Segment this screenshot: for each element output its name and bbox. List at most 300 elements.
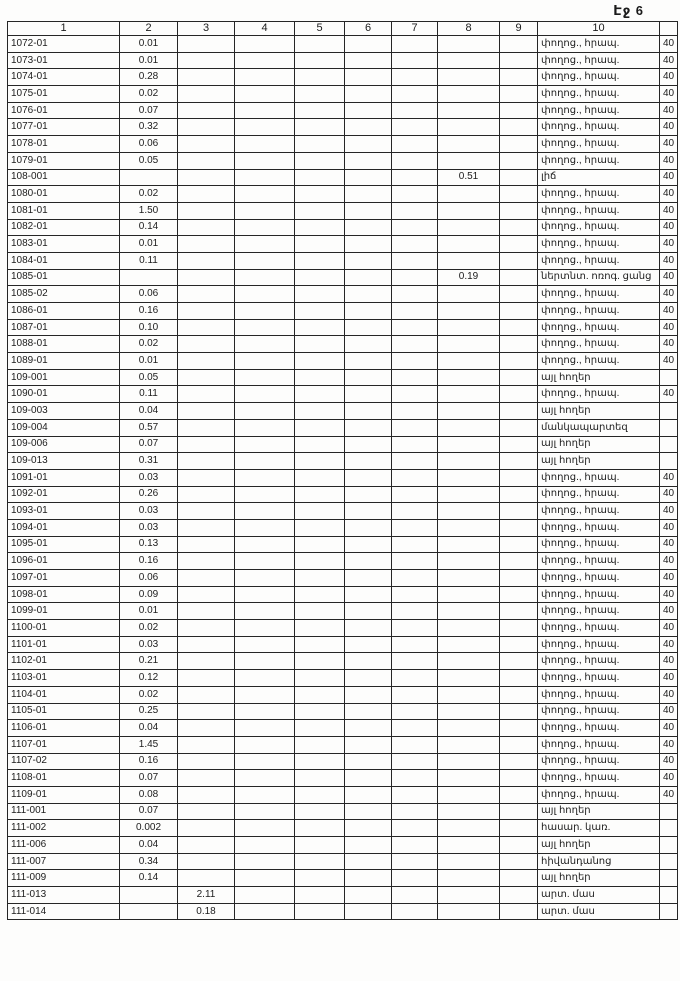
value-cell xyxy=(500,303,538,320)
value-cell xyxy=(345,570,392,587)
land-use-label-cell: փողոց., հրապ. xyxy=(538,186,660,203)
land-use-label-cell: այլ հողեր xyxy=(538,870,660,887)
value-cell xyxy=(345,736,392,753)
value-cell xyxy=(295,202,345,219)
value-cell: 0.51 xyxy=(438,169,500,186)
margin-mark: 40 xyxy=(660,553,678,570)
value-cell: 0.14 xyxy=(120,870,178,887)
value-cell xyxy=(178,837,235,854)
value-cell: 0.08 xyxy=(120,786,178,803)
parcel-code-cell: 1083-01 xyxy=(8,236,120,253)
value-cell xyxy=(295,603,345,620)
land-use-label-cell: փողոց., հրապ. xyxy=(538,536,660,553)
table-row xyxy=(8,269,678,286)
value-cell xyxy=(295,736,345,753)
value-cell xyxy=(235,369,295,386)
margin-mark xyxy=(660,453,678,470)
parcel-code-cell: 1075-01 xyxy=(8,86,120,103)
parcel-code-cell: 1091-01 xyxy=(8,469,120,486)
value-cell xyxy=(438,336,500,353)
value-cell xyxy=(345,319,392,336)
value-cell xyxy=(392,469,438,486)
value-cell xyxy=(235,653,295,670)
value-cell xyxy=(438,319,500,336)
parcel-code-cell: 1087-01 xyxy=(8,319,120,336)
land-use-label-cell: փողոց., հրապ. xyxy=(538,219,660,236)
parcel-code-cell: 1100-01 xyxy=(8,620,120,637)
parcel-code-cell: 1079-01 xyxy=(8,152,120,169)
value-cell xyxy=(295,636,345,653)
column-header-2: 2 xyxy=(120,22,178,36)
value-cell xyxy=(345,803,392,820)
table-row xyxy=(8,686,678,703)
value-cell xyxy=(120,887,178,904)
value-cell xyxy=(235,720,295,737)
margin-mark: 40 xyxy=(660,670,678,687)
value-cell xyxy=(500,453,538,470)
value-cell xyxy=(500,369,538,386)
value-cell xyxy=(295,419,345,436)
value-cell xyxy=(392,102,438,119)
value-cell xyxy=(345,52,392,69)
value-cell xyxy=(295,336,345,353)
value-cell xyxy=(438,219,500,236)
value-cell xyxy=(345,870,392,887)
column-header-1: 1 xyxy=(8,22,120,36)
parcel-code-cell: 1080-01 xyxy=(8,186,120,203)
value-cell xyxy=(438,586,500,603)
value-cell xyxy=(235,770,295,787)
value-cell xyxy=(235,303,295,320)
value-cell: 0.07 xyxy=(120,102,178,119)
value-cell xyxy=(438,236,500,253)
parcel-code-cell: 1107-01 xyxy=(8,736,120,753)
margin-mark: 40 xyxy=(660,69,678,86)
value-cell xyxy=(345,169,392,186)
table-row xyxy=(8,519,678,536)
value-cell xyxy=(500,736,538,753)
value-cell: 0.26 xyxy=(120,486,178,503)
parcel-code-cell: 111-013 xyxy=(8,887,120,904)
value-cell xyxy=(295,586,345,603)
parcel-code-cell: 1104-01 xyxy=(8,686,120,703)
value-cell: 0.02 xyxy=(120,86,178,103)
value-cell xyxy=(500,536,538,553)
value-cell xyxy=(345,453,392,470)
land-use-label-cell: արտ. մաս xyxy=(538,887,660,904)
value-cell xyxy=(500,519,538,536)
value-cell xyxy=(438,887,500,904)
value-cell xyxy=(295,386,345,403)
value-cell xyxy=(235,553,295,570)
value-cell: 0.07 xyxy=(120,803,178,820)
value-cell xyxy=(295,169,345,186)
value-cell xyxy=(235,570,295,587)
value-cell: 0.19 xyxy=(438,269,500,286)
margin-mark: 40 xyxy=(660,753,678,770)
land-use-label-cell: այլ հողեր xyxy=(538,803,660,820)
value-cell xyxy=(295,786,345,803)
value-cell xyxy=(500,786,538,803)
table-row xyxy=(8,286,678,303)
value-cell xyxy=(392,837,438,854)
table-row xyxy=(8,703,678,720)
table-row xyxy=(8,720,678,737)
value-cell xyxy=(345,236,392,253)
parcel-code-cell: 109-006 xyxy=(8,436,120,453)
value-cell xyxy=(438,620,500,637)
margin-mark: 40 xyxy=(660,186,678,203)
value-cell: 0.32 xyxy=(120,119,178,136)
value-cell xyxy=(345,753,392,770)
value-cell: 0.02 xyxy=(120,186,178,203)
value-cell xyxy=(295,102,345,119)
value-cell xyxy=(392,202,438,219)
table-row xyxy=(8,636,678,653)
value-cell: 0.11 xyxy=(120,386,178,403)
value-cell xyxy=(438,770,500,787)
parcel-code-cell: 1097-01 xyxy=(8,570,120,587)
value-cell xyxy=(178,803,235,820)
value-cell: 0.02 xyxy=(120,686,178,703)
value-cell xyxy=(295,653,345,670)
margin-mark xyxy=(660,803,678,820)
margin-mark: 40 xyxy=(660,102,678,119)
table-row xyxy=(8,36,678,53)
value-cell xyxy=(178,503,235,520)
value-cell: 0.11 xyxy=(120,252,178,269)
parcel-code-cell: 109-013 xyxy=(8,453,120,470)
value-cell xyxy=(438,553,500,570)
value-cell xyxy=(392,252,438,269)
margin-mark: 40 xyxy=(660,236,678,253)
value-cell xyxy=(500,853,538,870)
value-cell xyxy=(295,553,345,570)
land-use-label-cell: մանկապարտեզ xyxy=(538,419,660,436)
value-cell xyxy=(392,720,438,737)
land-use-label-cell: փողոց., հրապ. xyxy=(538,136,660,153)
land-use-label-cell: փողոց., հրապ. xyxy=(538,336,660,353)
parcel-code-cell: 1074-01 xyxy=(8,69,120,86)
table-row xyxy=(8,419,678,436)
value-cell xyxy=(120,169,178,186)
table-row xyxy=(8,603,678,620)
value-cell xyxy=(345,369,392,386)
value-cell xyxy=(295,403,345,420)
margin-mark: 40 xyxy=(660,86,678,103)
table-row xyxy=(8,553,678,570)
value-cell xyxy=(392,870,438,887)
table-row xyxy=(8,736,678,753)
table-row xyxy=(8,219,678,236)
value-cell xyxy=(392,686,438,703)
value-cell xyxy=(500,186,538,203)
value-cell xyxy=(438,353,500,370)
value-cell xyxy=(500,753,538,770)
value-cell xyxy=(178,453,235,470)
land-use-label-cell: փողոց., հրապ. xyxy=(538,653,660,670)
value-cell xyxy=(235,419,295,436)
value-cell xyxy=(438,119,500,136)
value-cell xyxy=(392,770,438,787)
value-cell xyxy=(295,469,345,486)
margin-mark: 40 xyxy=(660,570,678,587)
value-cell xyxy=(235,219,295,236)
value-cell: 0.16 xyxy=(120,553,178,570)
value-cell xyxy=(438,853,500,870)
value-cell xyxy=(345,820,392,837)
value-cell xyxy=(438,152,500,169)
table-row xyxy=(8,353,678,370)
value-cell xyxy=(392,319,438,336)
value-cell xyxy=(178,152,235,169)
margin-mark: 40 xyxy=(660,152,678,169)
value-cell: 0.13 xyxy=(120,536,178,553)
value-cell xyxy=(235,353,295,370)
value-cell xyxy=(438,36,500,53)
value-cell xyxy=(178,436,235,453)
value-cell xyxy=(438,519,500,536)
value-cell xyxy=(295,670,345,687)
value-cell xyxy=(235,903,295,920)
table-row xyxy=(8,753,678,770)
value-cell xyxy=(392,353,438,370)
table-row xyxy=(8,503,678,520)
value-cell xyxy=(235,336,295,353)
value-cell xyxy=(438,870,500,887)
value-cell: 0.16 xyxy=(120,303,178,320)
parcel-code-cell: 1101-01 xyxy=(8,636,120,653)
parcel-code-cell: 111-014 xyxy=(8,903,120,920)
value-cell xyxy=(235,102,295,119)
table-row xyxy=(8,453,678,470)
value-cell xyxy=(345,386,392,403)
margin-mark: 40 xyxy=(660,136,678,153)
value-cell xyxy=(345,119,392,136)
value-cell xyxy=(345,286,392,303)
table-row xyxy=(8,202,678,219)
value-cell xyxy=(438,820,500,837)
column-header-6: 6 xyxy=(345,22,392,36)
value-cell xyxy=(392,736,438,753)
value-cell xyxy=(235,636,295,653)
land-use-label-cell: արտ. մաս xyxy=(538,903,660,920)
value-cell xyxy=(392,486,438,503)
value-cell xyxy=(120,269,178,286)
page-number-label: Էջ 6 xyxy=(613,3,644,18)
value-cell xyxy=(178,403,235,420)
value-cell xyxy=(178,820,235,837)
value-cell xyxy=(500,837,538,854)
table-row xyxy=(8,303,678,320)
margin-mark: 40 xyxy=(660,269,678,286)
value-cell xyxy=(235,86,295,103)
table-row xyxy=(8,369,678,386)
margin-mark: 40 xyxy=(660,252,678,269)
margin-mark xyxy=(660,853,678,870)
value-cell xyxy=(500,887,538,904)
margin-mark xyxy=(660,837,678,854)
value-cell: 0.14 xyxy=(120,219,178,236)
value-cell xyxy=(178,202,235,219)
value-cell xyxy=(438,486,500,503)
value-cell xyxy=(178,770,235,787)
value-cell xyxy=(178,369,235,386)
value-cell xyxy=(235,286,295,303)
value-cell xyxy=(235,36,295,53)
value-cell xyxy=(295,236,345,253)
value-cell: 0.03 xyxy=(120,469,178,486)
value-cell xyxy=(178,286,235,303)
margin-mark: 40 xyxy=(660,620,678,637)
value-cell xyxy=(438,436,500,453)
value-cell xyxy=(345,202,392,219)
margin-mark xyxy=(660,403,678,420)
value-cell xyxy=(500,353,538,370)
parcel-code-cell: 1088-01 xyxy=(8,336,120,353)
value-cell xyxy=(345,887,392,904)
value-cell: 0.002 xyxy=(120,820,178,837)
value-cell: 1.50 xyxy=(120,202,178,219)
table-row xyxy=(8,252,678,269)
value-cell xyxy=(295,36,345,53)
land-use-label-cell: փողոց., հրապ. xyxy=(538,286,660,303)
value-cell xyxy=(345,720,392,737)
value-cell xyxy=(345,486,392,503)
value-cell xyxy=(295,303,345,320)
value-cell xyxy=(295,870,345,887)
land-use-label-cell: փողոց., հրապ. xyxy=(538,86,660,103)
parcel-code-cell: 1073-01 xyxy=(8,52,120,69)
value-cell xyxy=(392,236,438,253)
value-cell xyxy=(178,219,235,236)
value-cell: 0.21 xyxy=(120,653,178,670)
value-cell xyxy=(500,86,538,103)
land-use-label-cell: փողոց., հրապ. xyxy=(538,753,660,770)
margin-strip-header xyxy=(660,22,678,36)
margin-mark: 40 xyxy=(660,536,678,553)
value-cell xyxy=(392,36,438,53)
margin-mark: 40 xyxy=(660,36,678,53)
value-cell xyxy=(178,36,235,53)
table-row xyxy=(8,336,678,353)
table-row xyxy=(8,820,678,837)
land-use-label-cell: փողոց., հրապ. xyxy=(538,252,660,269)
value-cell: 0.31 xyxy=(120,453,178,470)
value-cell xyxy=(235,837,295,854)
value-cell xyxy=(500,136,538,153)
value-cell xyxy=(500,319,538,336)
land-use-label-cell: փողոց., հրապ. xyxy=(538,519,660,536)
value-cell xyxy=(345,219,392,236)
value-cell: 0.01 xyxy=(120,36,178,53)
value-cell xyxy=(500,252,538,269)
value-cell xyxy=(295,620,345,637)
parcel-code-cell: 1077-01 xyxy=(8,119,120,136)
value-cell xyxy=(178,186,235,203)
value-cell xyxy=(235,269,295,286)
land-use-label-cell: փողոց., հրապ. xyxy=(538,469,660,486)
value-cell xyxy=(438,720,500,737)
value-cell: 1.45 xyxy=(120,736,178,753)
value-cell xyxy=(345,86,392,103)
value-cell xyxy=(392,620,438,637)
land-use-label-cell: փողոց., հրապ. xyxy=(538,386,660,403)
value-cell xyxy=(392,586,438,603)
margin-mark: 40 xyxy=(660,503,678,520)
value-cell xyxy=(392,269,438,286)
value-cell xyxy=(235,169,295,186)
margin-mark xyxy=(660,436,678,453)
table-row xyxy=(8,436,678,453)
value-cell xyxy=(500,102,538,119)
value-cell xyxy=(178,620,235,637)
value-cell xyxy=(500,202,538,219)
value-cell xyxy=(438,636,500,653)
value-cell xyxy=(438,419,500,436)
value-cell xyxy=(345,69,392,86)
value-cell xyxy=(235,603,295,620)
value-cell xyxy=(295,186,345,203)
parcel-code-cell: 109-001 xyxy=(8,369,120,386)
value-cell xyxy=(178,720,235,737)
table-row xyxy=(8,486,678,503)
value-cell xyxy=(500,720,538,737)
value-cell: 0.06 xyxy=(120,570,178,587)
value-cell xyxy=(500,169,538,186)
margin-mark: 40 xyxy=(660,169,678,186)
margin-mark: 40 xyxy=(660,770,678,787)
column-header-9: 9 xyxy=(500,22,538,36)
value-cell xyxy=(178,269,235,286)
value-cell: 0.03 xyxy=(120,636,178,653)
parcel-code-cell: 109-003 xyxy=(8,403,120,420)
value-cell xyxy=(392,703,438,720)
value-cell xyxy=(178,636,235,653)
value-cell xyxy=(438,736,500,753)
value-cell xyxy=(392,753,438,770)
value-cell xyxy=(438,202,500,219)
value-cell xyxy=(345,853,392,870)
value-cell xyxy=(295,887,345,904)
value-cell xyxy=(438,186,500,203)
value-cell xyxy=(438,252,500,269)
land-use-label-cell: փողոց., հրապ. xyxy=(538,102,660,119)
land-use-label-cell: այլ հողեր xyxy=(538,403,660,420)
table-header-row xyxy=(8,22,678,36)
parcel-code-cell: 1093-01 xyxy=(8,503,120,520)
value-cell xyxy=(295,119,345,136)
margin-mark: 40 xyxy=(660,786,678,803)
value-cell xyxy=(345,36,392,53)
value-cell xyxy=(500,870,538,887)
value-cell xyxy=(295,837,345,854)
value-cell xyxy=(438,703,500,720)
value-cell xyxy=(438,303,500,320)
value-cell: 0.07 xyxy=(120,436,178,453)
table-row xyxy=(8,670,678,687)
value-cell xyxy=(345,436,392,453)
land-use-label-cell: այլ հողեր xyxy=(538,453,660,470)
land-use-label-cell: փողոց., հրապ. xyxy=(538,636,660,653)
value-cell xyxy=(178,653,235,670)
value-cell xyxy=(438,453,500,470)
value-cell xyxy=(345,603,392,620)
value-cell xyxy=(392,853,438,870)
value-cell xyxy=(500,486,538,503)
parcel-code-cell: 1105-01 xyxy=(8,703,120,720)
value-cell xyxy=(392,820,438,837)
